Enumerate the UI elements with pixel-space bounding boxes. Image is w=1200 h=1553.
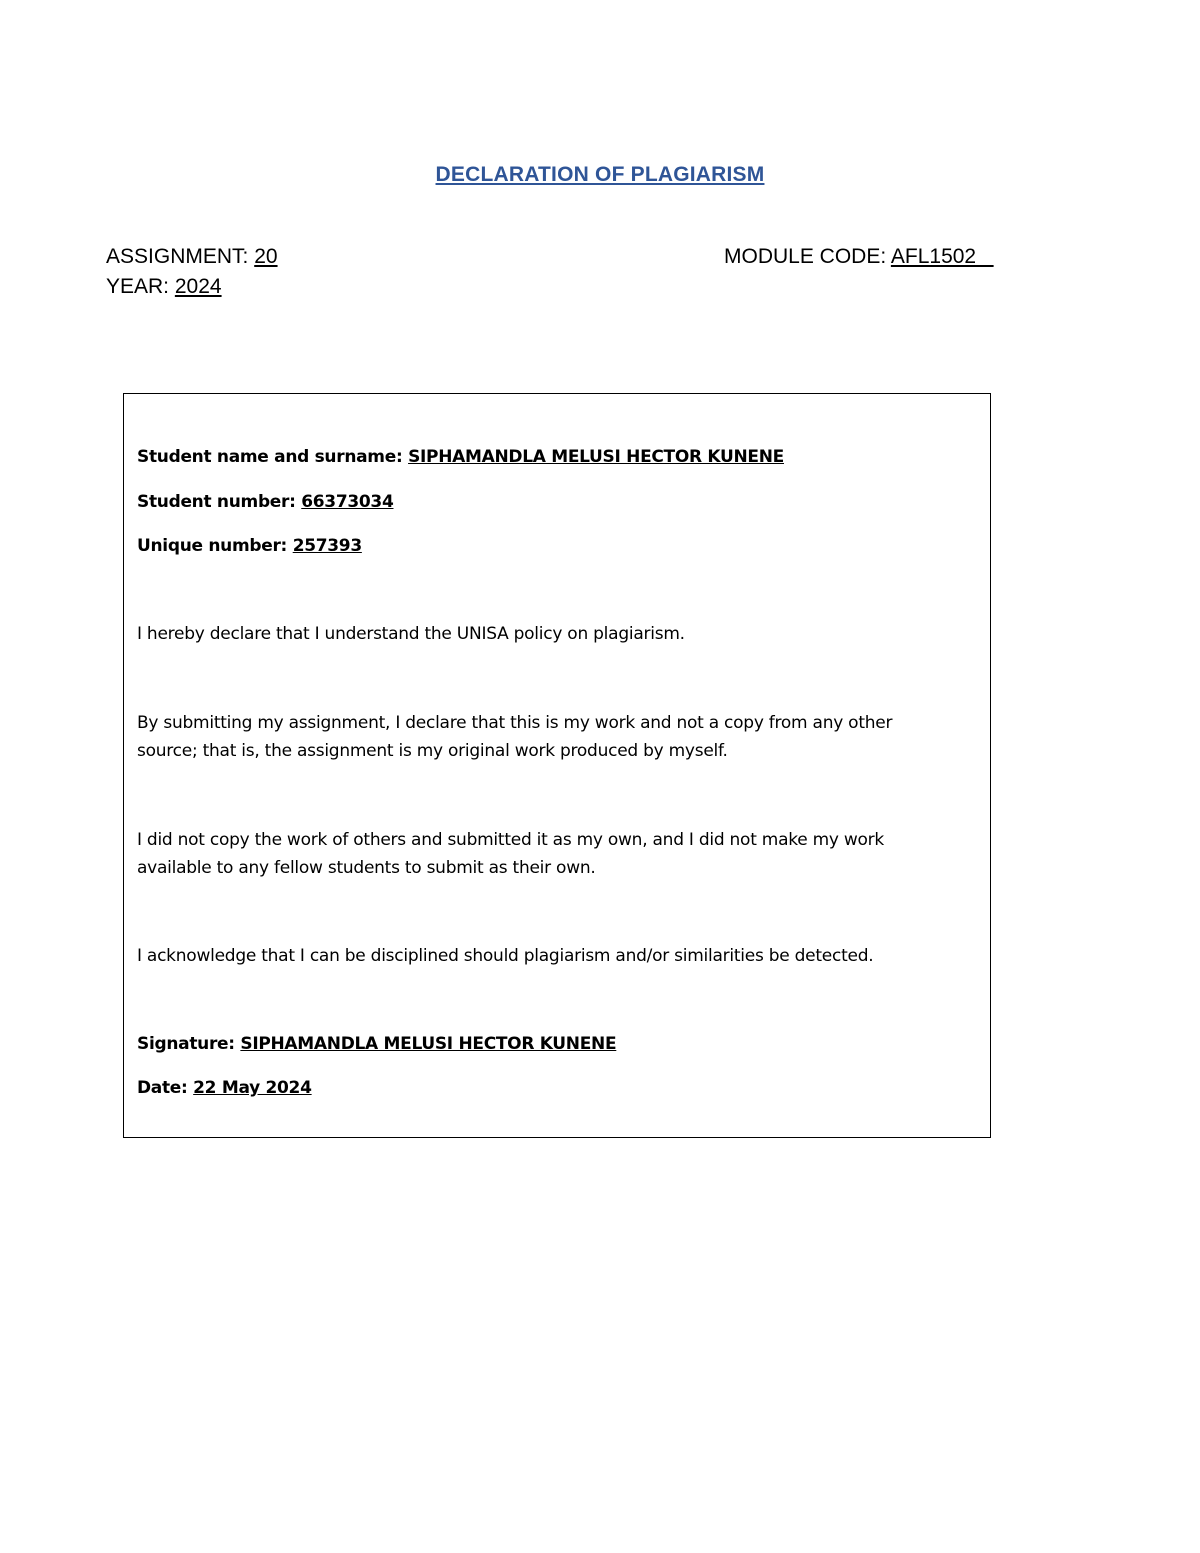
signature-value: SIPHAMANDLA MELUSI HECTOR KUNENE (240, 1034, 617, 1054)
unique-number-row (137, 532, 362, 560)
year-label: YEAR: (106, 275, 175, 298)
student-number-label: Student number: (137, 492, 302, 512)
declaration-paragraph: By submitting my assignment, I declare that this is my work and not a copy from any other source; that is, the assignment is my original work produced by myself. (137, 713, 893, 761)
module-code-label: MODULE CODE: (724, 245, 891, 268)
unique-number-label: Unique number: (137, 536, 293, 556)
student-name-row (137, 443, 784, 471)
date-label: Date: (137, 1078, 194, 1098)
date-value: 22 May 2024 (193, 1078, 312, 1098)
declaration-paragraph: I acknowledge that I can be disciplined should plagiarism and/or similarities be detected. (137, 946, 874, 966)
page-title: DECLARATION OF PLAGIARISM (435, 163, 765, 186)
student-number-row (137, 488, 393, 516)
assignment-label: ASSIGNMENT: (106, 245, 255, 268)
student-name-value: SIPHAMANDLA MELUSI HECTOR KUNENE (408, 447, 784, 467)
declaration-paragraph: I did not copy the work of others and submitted it as my own, and I did not make my work available to any fellow students to submit as their own. (137, 830, 885, 878)
declaration-paragraph: I hereby declare that I understand the UNISA policy on plagiarism. (137, 624, 685, 644)
assignment-field (106, 242, 278, 272)
module-code-value: AFL1502 (890, 245, 994, 268)
module-code-field (724, 242, 994, 272)
student-name-label: Student name and surname: (137, 447, 409, 467)
year-value: 2024 (174, 275, 222, 298)
signature-label: Signature: (137, 1034, 241, 1054)
year-field (106, 272, 222, 302)
student-number-value: 66373034 (301, 492, 394, 512)
date-row (137, 1074, 312, 1102)
assignment-value: 20 (254, 245, 278, 268)
signature-row (137, 1030, 616, 1058)
unique-number-value: 257393 (292, 536, 362, 556)
